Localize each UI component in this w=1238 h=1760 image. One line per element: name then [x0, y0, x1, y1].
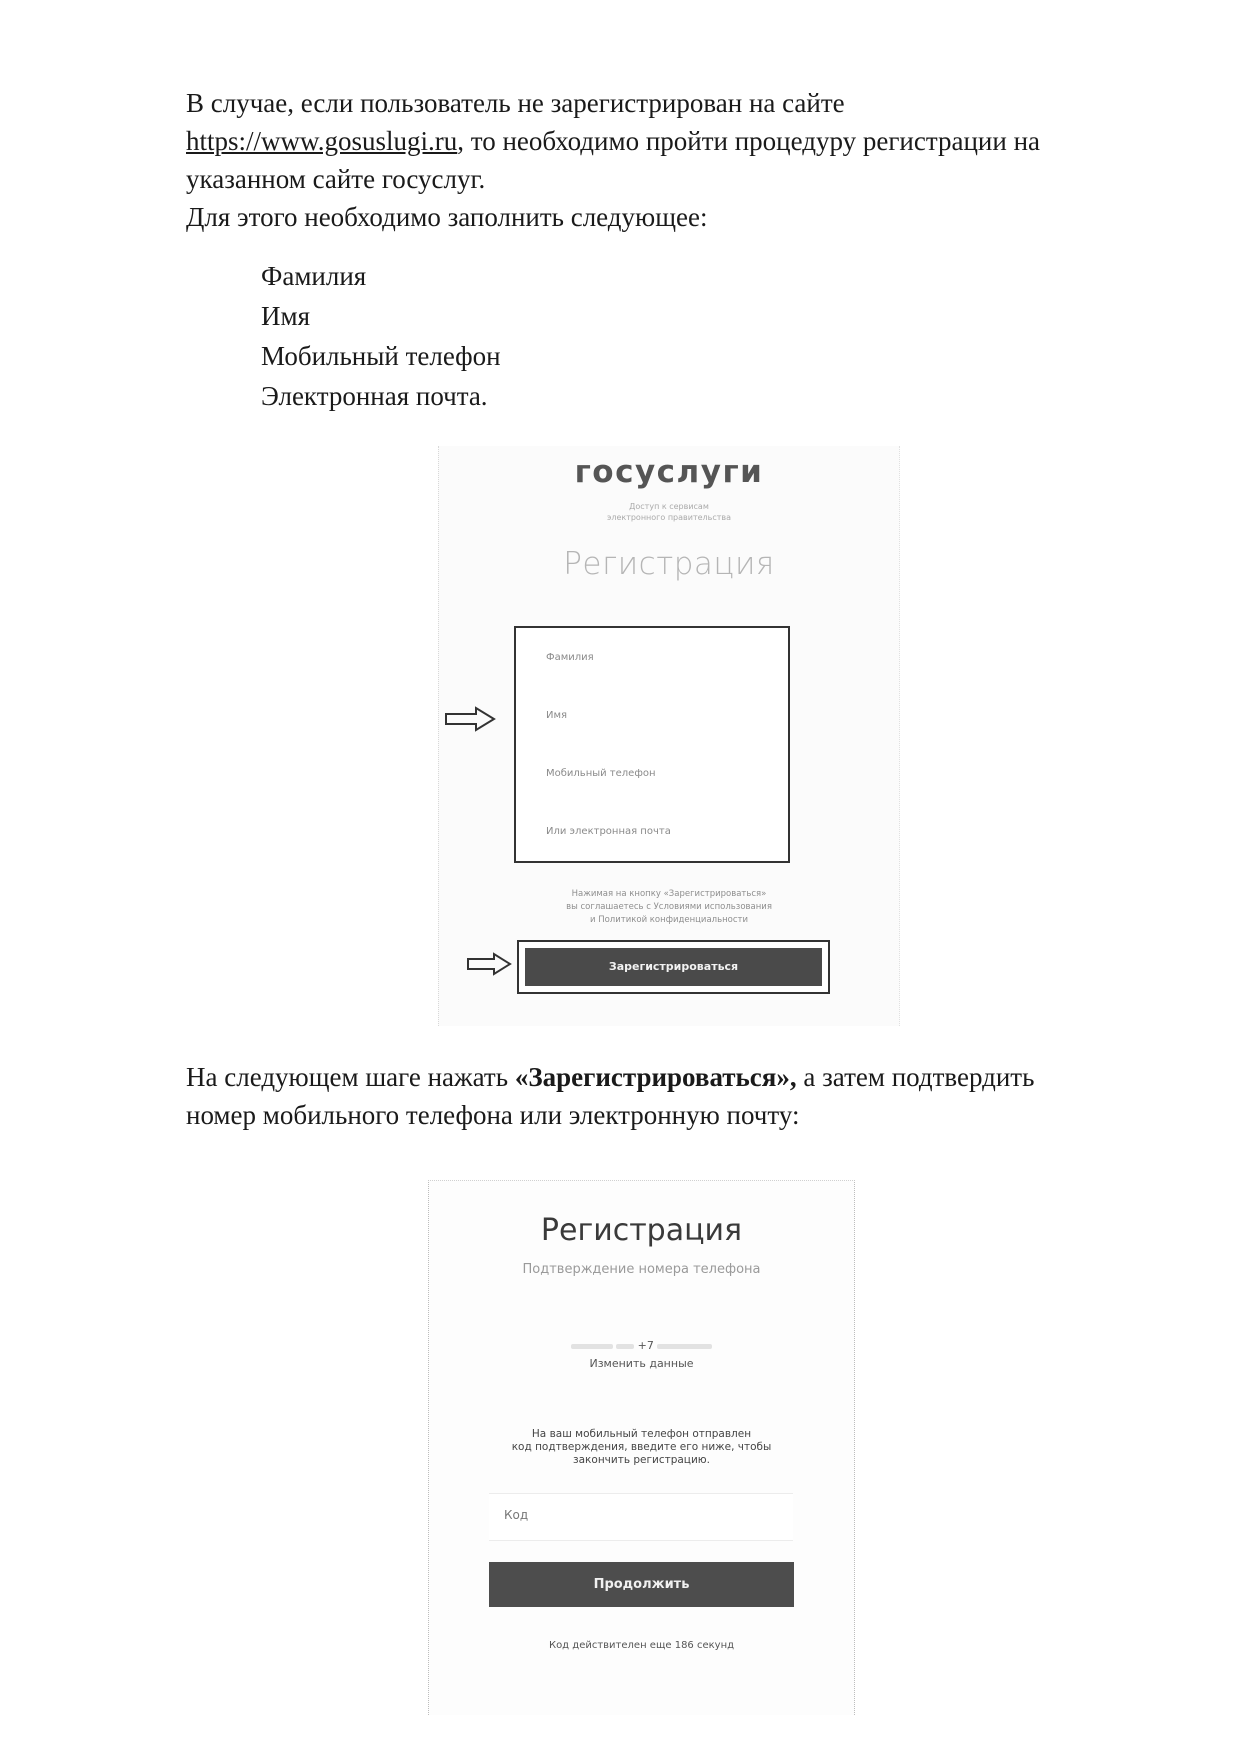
code-sent-message: [484, 1428, 799, 1467]
code-placeholder: Код: [504, 1508, 529, 1522]
phone-confirmation-screenshot: [428, 1180, 855, 1715]
gosuslugi-logo: госуслуги: [574, 454, 764, 490]
blurred-phone-number: [657, 1344, 712, 1349]
step2-suffix: а затем подтвердить: [796, 1062, 1035, 1092]
code-timer: Код действителен еще 186 секунд: [548, 1640, 735, 1651]
logo-tagline-line-1: Доступ к сервисам: [629, 502, 709, 511]
intro-line-3: указанном сайте госуслуг.: [186, 164, 486, 194]
logo-tagline-line-2: электронного правительства: [606, 513, 732, 522]
code-input[interactable]: [489, 1493, 793, 1541]
intro-line-2-rest: , то необходимо пройти процедуру регистрации на: [457, 126, 1041, 156]
list-item-email: Электронная почта.: [261, 381, 488, 411]
user-phone-line: [429, 1339, 854, 1352]
step2-prefix: На следующем шаге нажать: [186, 1062, 515, 1092]
intro-line-2: [186, 122, 1040, 160]
surname-field[interactable]: Фамилия: [546, 652, 594, 663]
phone-prefix: +7: [637, 1339, 654, 1352]
gosuslugi-link[interactable]: https://www.gosuslugi.ru: [186, 126, 458, 156]
mobile-phone-field[interactable]: Мобильный телефон: [546, 768, 656, 779]
register-button-highlight: [517, 940, 830, 994]
registration-fields-box: [514, 626, 790, 863]
registration-form-screenshot: [438, 446, 900, 1026]
first-name-field[interactable]: Имя: [546, 710, 568, 721]
registration-title: Регистрация: [563, 546, 775, 582]
list-item-name: Имя: [261, 301, 311, 331]
arrow-right-icon: [444, 706, 496, 732]
continue-button[interactable]: Продолжить: [489, 1562, 794, 1607]
blurred-name: [616, 1344, 634, 1349]
confirmation-title: Регистрация: [540, 1213, 743, 1248]
required-fields-list: [261, 256, 501, 416]
terms-line-1: Нажимая на кнопку «Зарегистрироваться»: [571, 889, 767, 899]
intro-line-1: В случае, если пользователь не зарегистрирован на сайте: [186, 88, 845, 118]
arrow-right-icon: [466, 952, 512, 976]
code-sent-message-line-2: код подтверждения, введите его ниже, чтобы: [511, 1441, 772, 1453]
step2-bold: «Зарегистрироваться»,: [514, 1062, 797, 1092]
code-sent-message-line-1: На ваш мобильный телефон отправлен: [531, 1428, 752, 1440]
list-item-surname: Фамилия: [261, 261, 367, 291]
code-sent-message-line-3: закончить регистрацию.: [573, 1454, 710, 1466]
logo-tagline: [439, 501, 899, 523]
terms-line-3: и Политикой конфиденциальности: [589, 915, 749, 925]
email-field[interactable]: Или электронная почта: [546, 826, 671, 837]
terms-line-2: вы соглашаетесь с Условиями использования: [566, 902, 772, 912]
blurred-name: [571, 1344, 613, 1349]
intro-line-4: Для этого необходимо заполнить следующее:: [186, 202, 708, 232]
terms-notice: [519, 888, 819, 927]
step2-line-2: номер мобильного телефона или электронную почту:: [186, 1100, 800, 1130]
register-button[interactable]: Зарегистрироваться: [525, 948, 822, 986]
list-item-phone: Мобильный телефон: [261, 341, 501, 371]
confirmation-subtitle: Подтверждение номера телефона: [522, 1262, 761, 1277]
change-data-link[interactable]: Изменить данные: [589, 1357, 694, 1370]
step2-line-1: [186, 1058, 1034, 1096]
